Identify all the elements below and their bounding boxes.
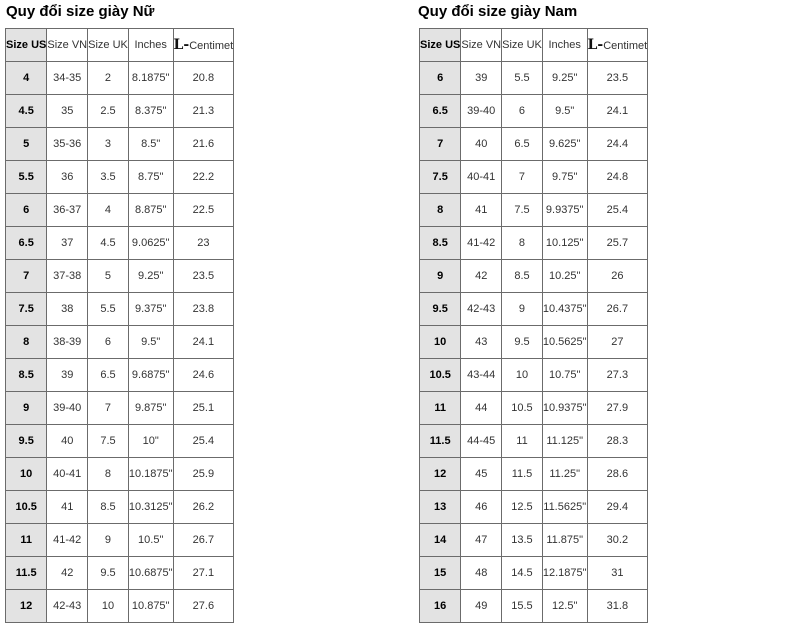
header-size-vn: Size VN [47, 29, 88, 62]
cell-size-uk: 9.5 [502, 326, 543, 359]
table-row [420, 590, 648, 623]
cell-inches: 8.5" [128, 128, 173, 161]
cell-centimet: 27.6 [173, 590, 234, 623]
cell-inches: 10" [128, 425, 173, 458]
cell-size-vn: 44-45 [461, 425, 502, 458]
cell-centimet: 28.6 [587, 458, 648, 491]
cell-centimet: 24.1 [587, 95, 648, 128]
cell-inches: 12.1875" [542, 557, 587, 590]
cell-centimet: 26 [587, 260, 648, 293]
cell-inches: 9.5" [128, 326, 173, 359]
cell-size-us: 10.5 [6, 491, 47, 524]
cell-size-uk: 5.5 [88, 293, 129, 326]
cell-size-us: 6.5 [6, 227, 47, 260]
cell-centimet: 23.8 [173, 293, 234, 326]
table-row [420, 95, 648, 128]
cell-inches: 10.3125" [128, 491, 173, 524]
cell-centimet: 28.3 [587, 425, 648, 458]
cell-inches: 11.25" [542, 458, 587, 491]
cell-size-uk: 5 [88, 260, 129, 293]
cell-centimet: 25.7 [587, 227, 648, 260]
table-row [6, 194, 234, 227]
cell-size-vn: 44 [461, 392, 502, 425]
table-row [420, 62, 648, 95]
cell-size-vn: 48 [461, 557, 502, 590]
header-centimet [587, 29, 648, 62]
cell-size-uk: 10 [502, 359, 543, 392]
cell-centimet: 31.8 [587, 590, 648, 623]
table-row [6, 95, 234, 128]
header-inches: Inches [128, 29, 173, 62]
cell-centimet: 22.2 [173, 161, 234, 194]
cell-inches: 8.375" [128, 95, 173, 128]
women-table-title: Quy đổi size giày Nữ [6, 3, 155, 20]
cell-size-vn: 40-41 [47, 458, 88, 491]
cell-inches: 9.9375" [542, 194, 587, 227]
table-header-row [6, 29, 234, 62]
cell-size-us: 7.5 [6, 293, 47, 326]
cell-size-vn: 42 [461, 260, 502, 293]
table-row [6, 326, 234, 359]
cell-centimet: 23.5 [173, 260, 234, 293]
cell-inches: 10.9375" [542, 392, 587, 425]
cell-size-vn: 39-40 [47, 392, 88, 425]
header-inches: Inches [542, 29, 587, 62]
cell-inches: 9.5" [542, 95, 587, 128]
cell-size-uk: 8 [88, 458, 129, 491]
cell-inches: 12.5" [542, 590, 587, 623]
cell-size-vn: 40 [47, 425, 88, 458]
cell-size-vn: 42 [47, 557, 88, 590]
header-size-us: Size US [6, 29, 47, 62]
cell-size-us: 12 [6, 590, 47, 623]
cell-size-vn: 49 [461, 590, 502, 623]
cell-centimet: 22.5 [173, 194, 234, 227]
cell-centimet: 24.6 [173, 359, 234, 392]
cell-size-uk: 8 [502, 227, 543, 260]
cell-size-us: 6 [420, 62, 461, 95]
cell-size-uk: 2.5 [88, 95, 129, 128]
cell-size-uk: 6.5 [502, 128, 543, 161]
header-size-uk: Size UK [88, 29, 129, 62]
cell-size-vn: 34-35 [47, 62, 88, 95]
table-row [6, 293, 234, 326]
cell-inches: 10.1875" [128, 458, 173, 491]
cell-size-uk: 4.5 [88, 227, 129, 260]
cell-centimet: 24.4 [587, 128, 648, 161]
cell-size-vn: 40 [461, 128, 502, 161]
table-row [6, 491, 234, 524]
cell-inches: 11.5625" [542, 491, 587, 524]
cell-size-us: 5 [6, 128, 47, 161]
cell-size-uk: 8.5 [502, 260, 543, 293]
cell-size-vn: 39 [47, 359, 88, 392]
cell-size-uk: 15.5 [502, 590, 543, 623]
cell-size-uk: 5.5 [502, 62, 543, 95]
cell-size-us: 7 [420, 128, 461, 161]
cell-size-vn: 42-43 [461, 293, 502, 326]
cell-size-uk: 7 [502, 161, 543, 194]
header-centimet-label: Centimet [189, 40, 234, 52]
table-row [6, 161, 234, 194]
cell-size-vn: 43 [461, 326, 502, 359]
cell-centimet: 21.6 [173, 128, 234, 161]
header-prefix: L- [587, 37, 604, 53]
cell-size-vn: 42-43 [47, 590, 88, 623]
cell-size-uk: 3 [88, 128, 129, 161]
cell-size-us: 11 [420, 392, 461, 425]
cell-size-us: 7.5 [420, 161, 461, 194]
cell-centimet: 29.4 [587, 491, 648, 524]
cell-inches: 9.625" [542, 128, 587, 161]
cell-centimet: 30.2 [587, 524, 648, 557]
cell-inches: 10.75" [542, 359, 587, 392]
women-size-table [5, 28, 234, 623]
cell-size-us: 4 [6, 62, 47, 95]
cell-inches: 8.75" [128, 161, 173, 194]
cell-size-vn: 38-39 [47, 326, 88, 359]
table-row [420, 425, 648, 458]
cell-centimet: 24.1 [173, 326, 234, 359]
cell-inches: 10.875" [128, 590, 173, 623]
cell-size-us: 5.5 [6, 161, 47, 194]
cell-centimet: 23 [173, 227, 234, 260]
cell-inches: 9.375" [128, 293, 173, 326]
cell-size-us: 14 [420, 524, 461, 557]
cell-centimet: 27.1 [173, 557, 234, 590]
cell-centimet: 26.7 [173, 524, 234, 557]
cell-size-us: 13 [420, 491, 461, 524]
cell-size-uk: 6.5 [88, 359, 129, 392]
cell-size-vn: 35-36 [47, 128, 88, 161]
table-row [420, 458, 648, 491]
cell-size-us: 11 [6, 524, 47, 557]
table-row [6, 62, 234, 95]
table-row [420, 227, 648, 260]
cell-centimet: 27.3 [587, 359, 648, 392]
cell-size-us: 6 [6, 194, 47, 227]
cell-size-uk: 13.5 [502, 524, 543, 557]
table-row [6, 524, 234, 557]
table-row [6, 557, 234, 590]
table-row [420, 194, 648, 227]
cell-size-vn: 41-42 [47, 524, 88, 557]
cell-inches: 8.875" [128, 194, 173, 227]
header-size-us: Size US [420, 29, 461, 62]
cell-size-uk: 4 [88, 194, 129, 227]
cell-size-us: 9 [6, 392, 47, 425]
cell-size-vn: 41-42 [461, 227, 502, 260]
cell-inches: 9.25" [128, 260, 173, 293]
cell-size-vn: 39-40 [461, 95, 502, 128]
cell-size-uk: 10.5 [502, 392, 543, 425]
cell-size-vn: 47 [461, 524, 502, 557]
cell-centimet: 27.9 [587, 392, 648, 425]
cell-size-us: 10.5 [420, 359, 461, 392]
cell-size-us: 9 [420, 260, 461, 293]
cell-size-vn: 46 [461, 491, 502, 524]
cell-size-vn: 45 [461, 458, 502, 491]
cell-centimet: 25.4 [587, 194, 648, 227]
cell-size-uk: 11 [502, 425, 543, 458]
cell-centimet: 31 [587, 557, 648, 590]
table-header-row [420, 29, 648, 62]
table-row [420, 260, 648, 293]
cell-size-us: 10 [6, 458, 47, 491]
cell-inches: 9.875" [128, 392, 173, 425]
cell-size-us: 8.5 [420, 227, 461, 260]
cell-centimet: 25.4 [173, 425, 234, 458]
table-row [6, 260, 234, 293]
table-row [6, 359, 234, 392]
cell-size-vn: 39 [461, 62, 502, 95]
cell-size-us: 8 [6, 326, 47, 359]
cell-size-us: 7 [6, 260, 47, 293]
cell-size-uk: 6 [88, 326, 129, 359]
cell-size-uk: 11.5 [502, 458, 543, 491]
table-row [420, 128, 648, 161]
cell-size-us: 16 [420, 590, 461, 623]
cell-size-uk: 14.5 [502, 557, 543, 590]
cell-inches: 9.75" [542, 161, 587, 194]
cell-inches: 9.0625" [128, 227, 173, 260]
table-row [6, 227, 234, 260]
cell-inches: 8.1875" [128, 62, 173, 95]
cell-size-vn: 38 [47, 293, 88, 326]
cell-centimet: 20.8 [173, 62, 234, 95]
table-row [6, 425, 234, 458]
cell-inches: 10.125" [542, 227, 587, 260]
cell-size-uk: 10 [88, 590, 129, 623]
cell-size-uk: 9 [502, 293, 543, 326]
table-row [420, 491, 648, 524]
table-row [420, 557, 648, 590]
cell-size-uk: 9 [88, 524, 129, 557]
header-prefix: L- [173, 37, 190, 53]
table-row [420, 392, 648, 425]
cell-size-us: 11.5 [420, 425, 461, 458]
cell-size-vn: 41 [47, 491, 88, 524]
cell-size-us: 4.5 [6, 95, 47, 128]
cell-centimet: 25.9 [173, 458, 234, 491]
cell-size-uk: 7 [88, 392, 129, 425]
cell-size-us: 9.5 [420, 293, 461, 326]
cell-size-us: 9.5 [6, 425, 47, 458]
header-centimet-label: Centimet [603, 40, 648, 52]
table-row [6, 590, 234, 623]
men-table-title: Quy đổi size giày Nam [418, 3, 578, 20]
cell-size-us: 6.5 [420, 95, 461, 128]
cell-inches: 10.5625" [542, 326, 587, 359]
cell-size-uk: 8.5 [88, 491, 129, 524]
table-row [420, 359, 648, 392]
cell-centimet: 23.5 [587, 62, 648, 95]
cell-size-us: 11.5 [6, 557, 47, 590]
cell-size-uk: 6 [502, 95, 543, 128]
cell-inches: 10.25" [542, 260, 587, 293]
table-row [6, 458, 234, 491]
cell-inches: 9.25" [542, 62, 587, 95]
cell-inches: 10.5" [128, 524, 173, 557]
cell-size-vn: 43-44 [461, 359, 502, 392]
cell-size-vn: 40-41 [461, 161, 502, 194]
cell-size-uk: 12.5 [502, 491, 543, 524]
cell-size-us: 12 [420, 458, 461, 491]
cell-size-uk: 2 [88, 62, 129, 95]
cell-size-vn: 41 [461, 194, 502, 227]
header-centimet [173, 29, 234, 62]
men-size-table [419, 28, 648, 623]
cell-size-us: 10 [420, 326, 461, 359]
cell-centimet: 26.2 [173, 491, 234, 524]
cell-size-us: 8 [420, 194, 461, 227]
table-row [420, 524, 648, 557]
cell-size-vn: 35 [47, 95, 88, 128]
cell-inches: 10.4375" [542, 293, 587, 326]
cell-size-us: 15 [420, 557, 461, 590]
header-size-vn: Size VN [461, 29, 502, 62]
cell-size-vn: 36 [47, 161, 88, 194]
table-row [420, 161, 648, 194]
cell-size-uk: 7.5 [88, 425, 129, 458]
cell-inches: 10.6875" [128, 557, 173, 590]
cell-centimet: 24.8 [587, 161, 648, 194]
cell-size-vn: 37 [47, 227, 88, 260]
header-size-uk: Size UK [502, 29, 543, 62]
cell-centimet: 27 [587, 326, 648, 359]
cell-inches: 11.875" [542, 524, 587, 557]
table-row [420, 326, 648, 359]
cell-size-uk: 9.5 [88, 557, 129, 590]
cell-size-vn: 36-37 [47, 194, 88, 227]
cell-centimet: 25.1 [173, 392, 234, 425]
cell-size-uk: 3.5 [88, 161, 129, 194]
table-row [6, 128, 234, 161]
cell-size-uk: 7.5 [502, 194, 543, 227]
cell-size-vn: 37-38 [47, 260, 88, 293]
cell-size-us: 8.5 [6, 359, 47, 392]
cell-centimet: 26.7 [587, 293, 648, 326]
cell-centimet: 21.3 [173, 95, 234, 128]
cell-inches: 9.6875" [128, 359, 173, 392]
table-row [420, 293, 648, 326]
cell-inches: 11.125" [542, 425, 587, 458]
table-row [6, 392, 234, 425]
